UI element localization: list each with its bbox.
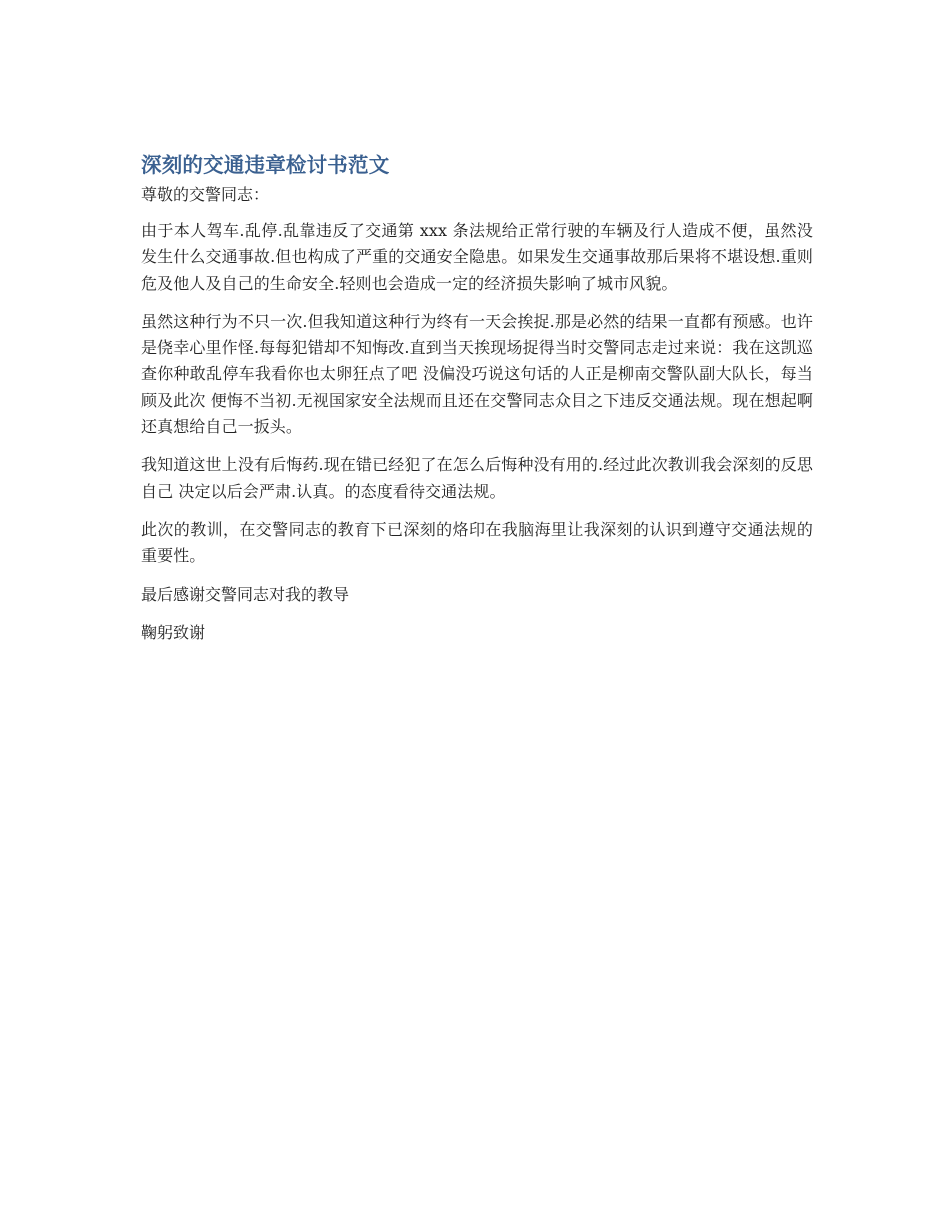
paragraph-4: 此次的教训，在交警同志的教育下已深刻的烙印在我脑海里让我深刻的认识到遵守交通法规的重要性。 [141,519,813,566]
closing-thanks: 最后感谢交警同志对我的教导 [141,584,350,604]
paragraph-1: 由于本人驾车.乱停.乱靠违反了交通第 xxx 条法规给正常行驶的车辆及行人造成不便，虽然没发生什么交通事故.但也构成了严重的交通安全隐患。如果发生交通事故那后果将不堪设想.重则危及他人及自己的生命安全.轻则也会造成一定的经济损失影响了城市风貌。 [141,221,813,293]
paragraph-3: 我知道这世上没有后悔药.现在错已经犯了在怎么后悔种没有用的.经过此次教训我会深刻的反思自己 决定以后会严肃.认真。的态度看待交通法规。 [141,455,813,501]
document-title: 深刻的交通违章检讨书范文 [141,153,390,177]
paragraph-2: 虽然这种行为不只一次.但我知道这种行为终有一天会挨捉.那是必然的结果一直都有预感。也许是侥幸心里作怪.每每犯错却不知悔改.直到当天挨现场捉得当时交警同志走过来说：我在这凯巡查你种敢乱停车我看你也太卵狂点了吧 没偏没巧说这句话的人正是柳南交警队副大队长，每当顾及此次 便悔不当初.无视国家安全法规而且还在交警同志众目之下违反交通法规。现在想起啊还真想给自己一扳头。 [141,311,813,437]
signoff: 鞠躬致谢 [141,622,206,642]
salutation: 尊敬的交警同志： [141,185,270,204]
document-page [141,148,813,658]
